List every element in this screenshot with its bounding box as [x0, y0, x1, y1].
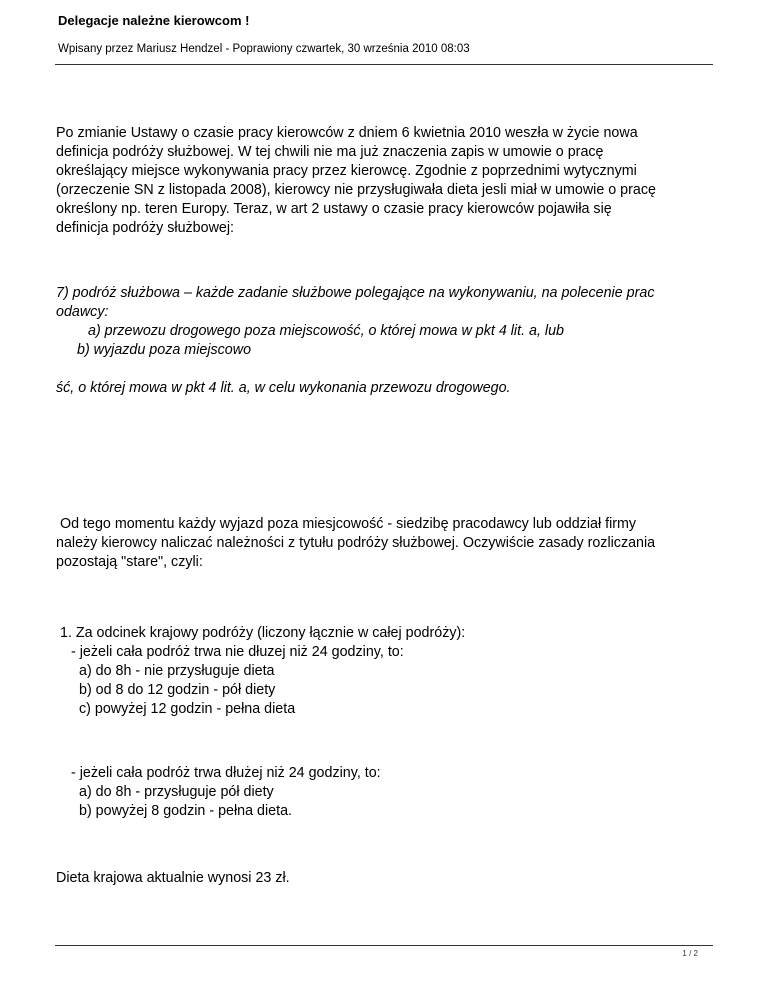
list-item: a) do 8h - nie przysługuje dieta	[79, 663, 275, 679]
text-line: odawcy:	[56, 304, 109, 320]
page-number: 1 / 2	[682, 949, 698, 958]
article-title: Delegacje należne kierowcom !	[58, 13, 250, 28]
list-item: b) powyżej 8 godzin - pełna dieta.	[79, 803, 292, 819]
text-line: pozostają "stare", czyli:	[56, 554, 203, 570]
text-line: b) wyjazdu poza miejscowo	[77, 342, 252, 358]
text-line: należy kierowcy naliczać należności z tytułu podróży służbowej. Oczywiście zasady rozliczania	[56, 535, 656, 551]
list-item: b) od 8 do 12 godzin - pół diety	[79, 682, 276, 698]
list-item: - jeżeli cała podróż trwa nie dłuzej niż 24 godziny, to:	[71, 644, 404, 660]
text-line: definicja podróży służbowej:	[56, 220, 235, 236]
text-line: Od tego momentu każdy wyjazd poza miesjcowość - siedzibę pracodawcy lub oddział firmy	[56, 516, 637, 532]
list-item: a) do 8h - przysługuje pół diety	[79, 784, 274, 800]
text-line: określony np. teren Europy. Teraz, w art 2 ustawy o czasie pracy kierowców pojawiła się	[56, 201, 612, 217]
rules-list-domestic	[60, 624, 465, 719]
rules-list-long	[71, 764, 381, 821]
text-line: 7) podróż służbowa – każde zadanie służbowe polegające na wykonywaniu, na polecenie prac	[56, 285, 655, 301]
text-line: Po zmianie Ustawy o czasie pracy kierowców z dniem 6 kwietnia 2010 weszła w życie nowa	[56, 125, 638, 141]
article-meta: Wpisany przez Mariusz Hendzel - Poprawiony czwartek, 30 września 2010 08:03	[58, 43, 470, 55]
list-item: 1. Za odcinek krajowy podróży (liczony łącznie w całej podróży):	[60, 625, 466, 641]
list-item: c) powyżej 12 godzin - pełna dieta	[79, 701, 296, 717]
text-line: definicja podróży służbowej. W tej chwili nie ma już znaczenia zapis w umowie o pracę	[56, 144, 604, 160]
closing-line: Dieta krajowa aktualnie wynosi 23 zł.	[56, 870, 290, 886]
text-line: określający miejsce wykonywania pracy przez kierowcę. Zgodnie z poprzednimi wytycznymi	[56, 163, 637, 179]
list-item: - jeżeli cała podróż trwa dłużej niż 24 godziny, to:	[71, 765, 381, 781]
text-line: ść, o której mowa w pkt 4 lit. a, w celu wykonania przewozu drogowego.	[56, 380, 511, 396]
definition-quote	[56, 284, 654, 398]
second-paragraph	[56, 515, 655, 572]
header-rule	[55, 64, 713, 65]
text-line: a) przewozu drogowego poza miejscowość, o której mowa w pkt 4 lit. a, lub	[88, 323, 564, 339]
footer-rule	[55, 945, 713, 946]
intro-paragraph	[56, 124, 656, 238]
text-line: (orzeczenie SN z listopada 2008), kierowcy nie przysługiwała dieta jesli miał w umowie o pracę	[56, 182, 656, 198]
